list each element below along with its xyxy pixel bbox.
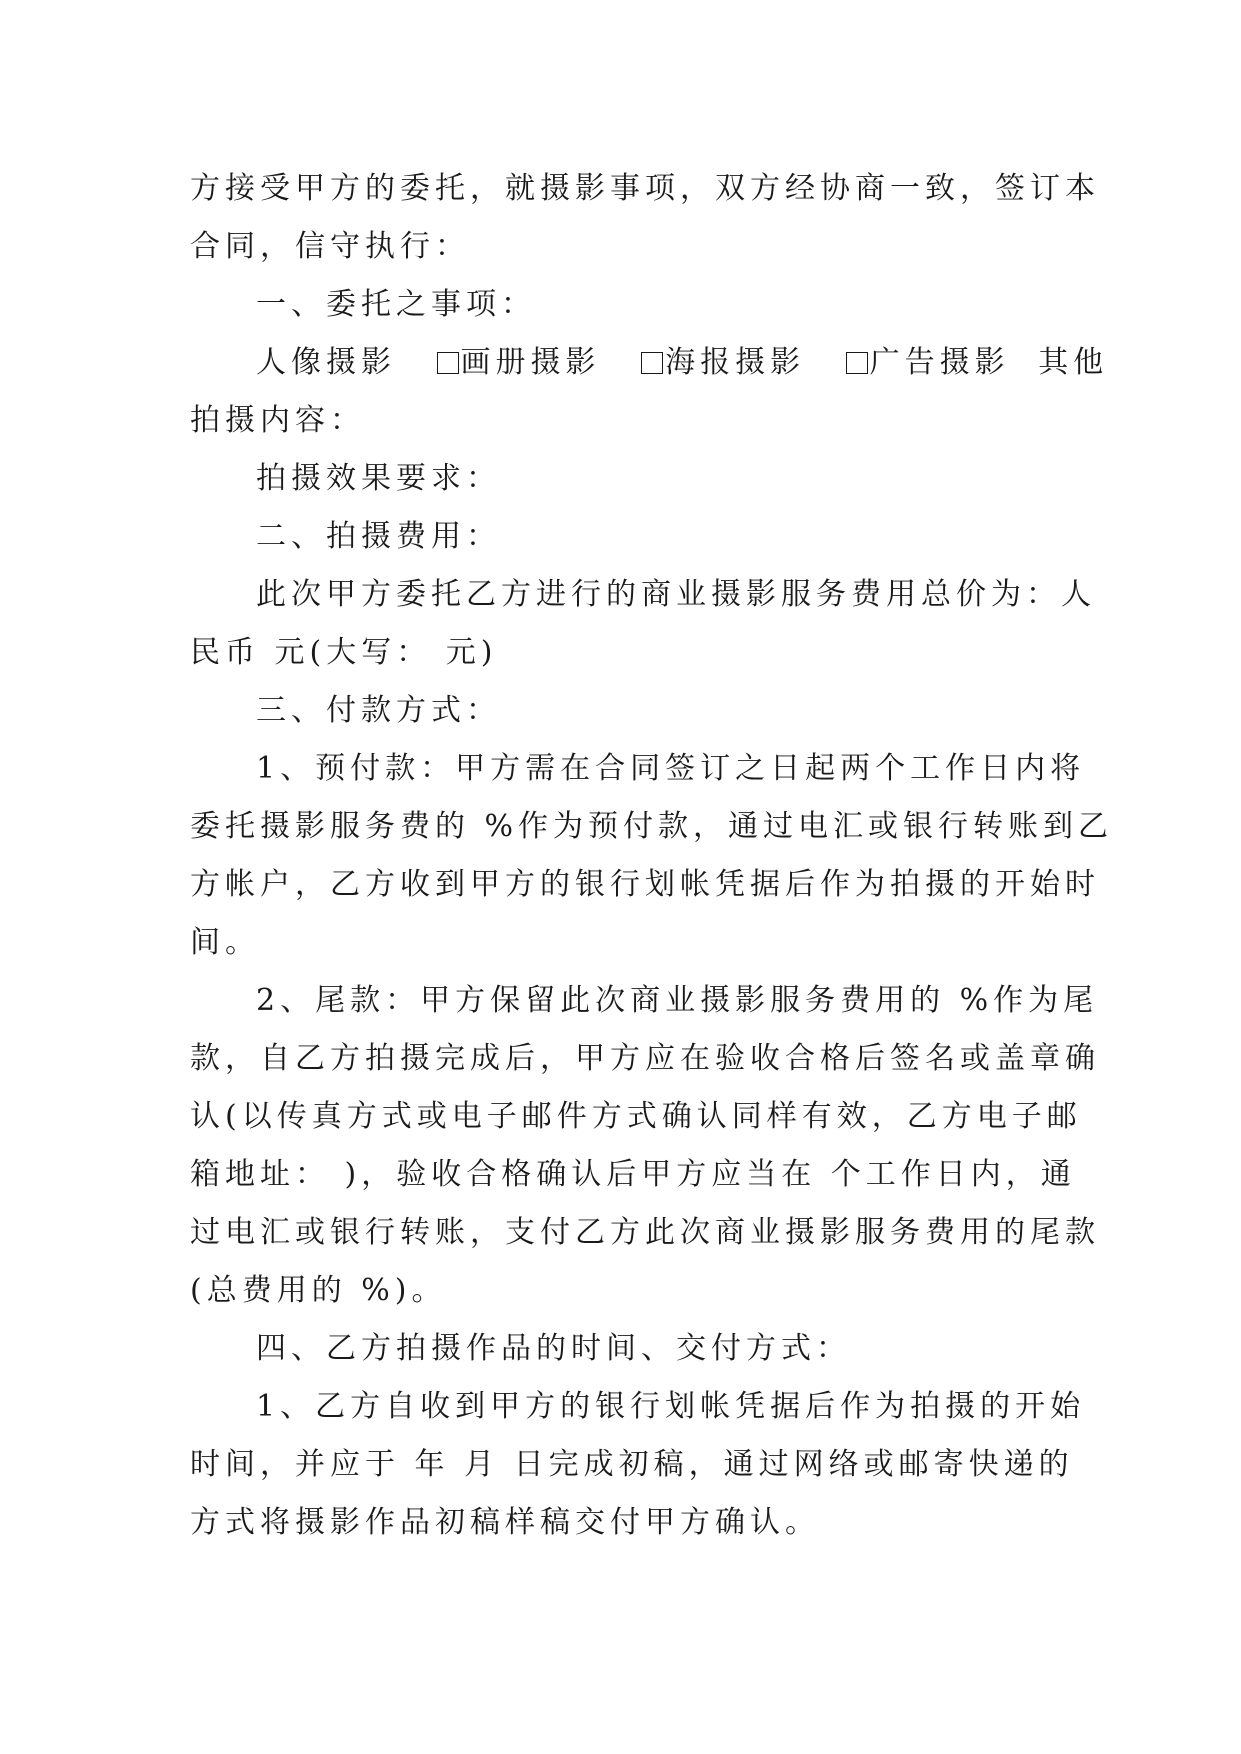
checkbox-icon[interactable] (437, 352, 459, 374)
text-line: 1、预付款：甲方需在合同签订之日起两个工作日内将 (256, 751, 1086, 786)
paragraph-options (190, 334, 1109, 450)
options-line (256, 334, 1109, 392)
text-line: 此次甲方委托乙方进行的商业摄影服务费用总价为：人 (256, 577, 1096, 612)
text-line: 过电汇或银行转账，支付乙方此次商业摄影服务费用的尾款 (190, 1215, 1100, 1250)
paragraph-balance (190, 972, 1100, 1320)
text-line: 时间，并应于 年 月 日完成初稿，通过网络或邮寄快递的 (190, 1447, 1074, 1482)
text-line: 一、委托之事项： (256, 287, 536, 322)
text-line: 款，自乙方拍摄完成后，甲方应在验收合格后签名或盖章确 (190, 1041, 1100, 1076)
text-line: 拍摄效果要求： (256, 461, 501, 496)
paragraph-prepayment (190, 740, 1114, 972)
text-line: 民币 元(大写： 元) (190, 635, 498, 670)
option-label: 广告摄影 (869, 345, 1010, 380)
option-label: 画册摄影 (460, 345, 601, 380)
text-line: 2、尾款：甲方保留此次商业摄影服务费用的 %作为尾 (256, 983, 1099, 1018)
text-line: 认(以传真方式或电子邮件方式确认同样有效，乙方电子邮 (190, 1099, 1082, 1134)
option-portrait (256, 334, 396, 392)
paragraph-fee (190, 566, 1096, 682)
option-poster[interactable] (629, 334, 805, 392)
option-label: 海报摄影 (665, 345, 806, 380)
checkbox-icon[interactable] (641, 352, 663, 374)
text-line: (总费用的 %)。 (190, 1273, 447, 1308)
option-label: 其他 (1038, 345, 1109, 380)
paragraph-effect (190, 450, 1052, 508)
text-line: 方帐户，乙方收到甲方的银行划帐凭据后作为拍摄的开始时 (190, 867, 1100, 902)
section-heading-4 (190, 1320, 1052, 1378)
text-line: 四、乙方拍摄作品的时间、交付方式： (256, 1331, 851, 1366)
text-line: 方接受甲方的委托，就摄影事项，双方经协商一致，签订本 (190, 171, 1100, 206)
text-line: 三、付款方式： (256, 693, 501, 728)
text-line: 二、拍摄费用： (256, 519, 501, 554)
section-heading-2 (190, 508, 1052, 566)
section-heading-1 (190, 276, 1052, 334)
option-label: 人像摄影 (256, 345, 396, 380)
section-heading-3 (190, 682, 1052, 740)
document-body (190, 160, 1114, 1552)
text-line: 拍摄内容： (190, 403, 365, 438)
checkbox-icon[interactable] (846, 352, 868, 374)
text-line: 方式将摄影作品初稿样稿交付甲方确认。 (190, 1505, 820, 1540)
text-line: 箱地址： )，验收合格确认后甲方应当在 个工作日内，通 (190, 1157, 1076, 1192)
option-advertising[interactable] (834, 334, 1010, 392)
text-line: 1、乙方自收到甲方的银行划帐凭据后作为拍摄的开始 (256, 1389, 1086, 1424)
option-other (1038, 334, 1108, 392)
option-album[interactable] (425, 334, 601, 392)
paragraph-delivery (190, 1378, 1086, 1552)
text-line: 间。 (190, 925, 260, 960)
paragraph-intro (190, 160, 1100, 276)
text-line: 委托摄影服务费的 %作为预付款，通过电汇或银行转账到乙 (190, 809, 1114, 844)
text-line: 合同，信守执行： (190, 229, 470, 264)
